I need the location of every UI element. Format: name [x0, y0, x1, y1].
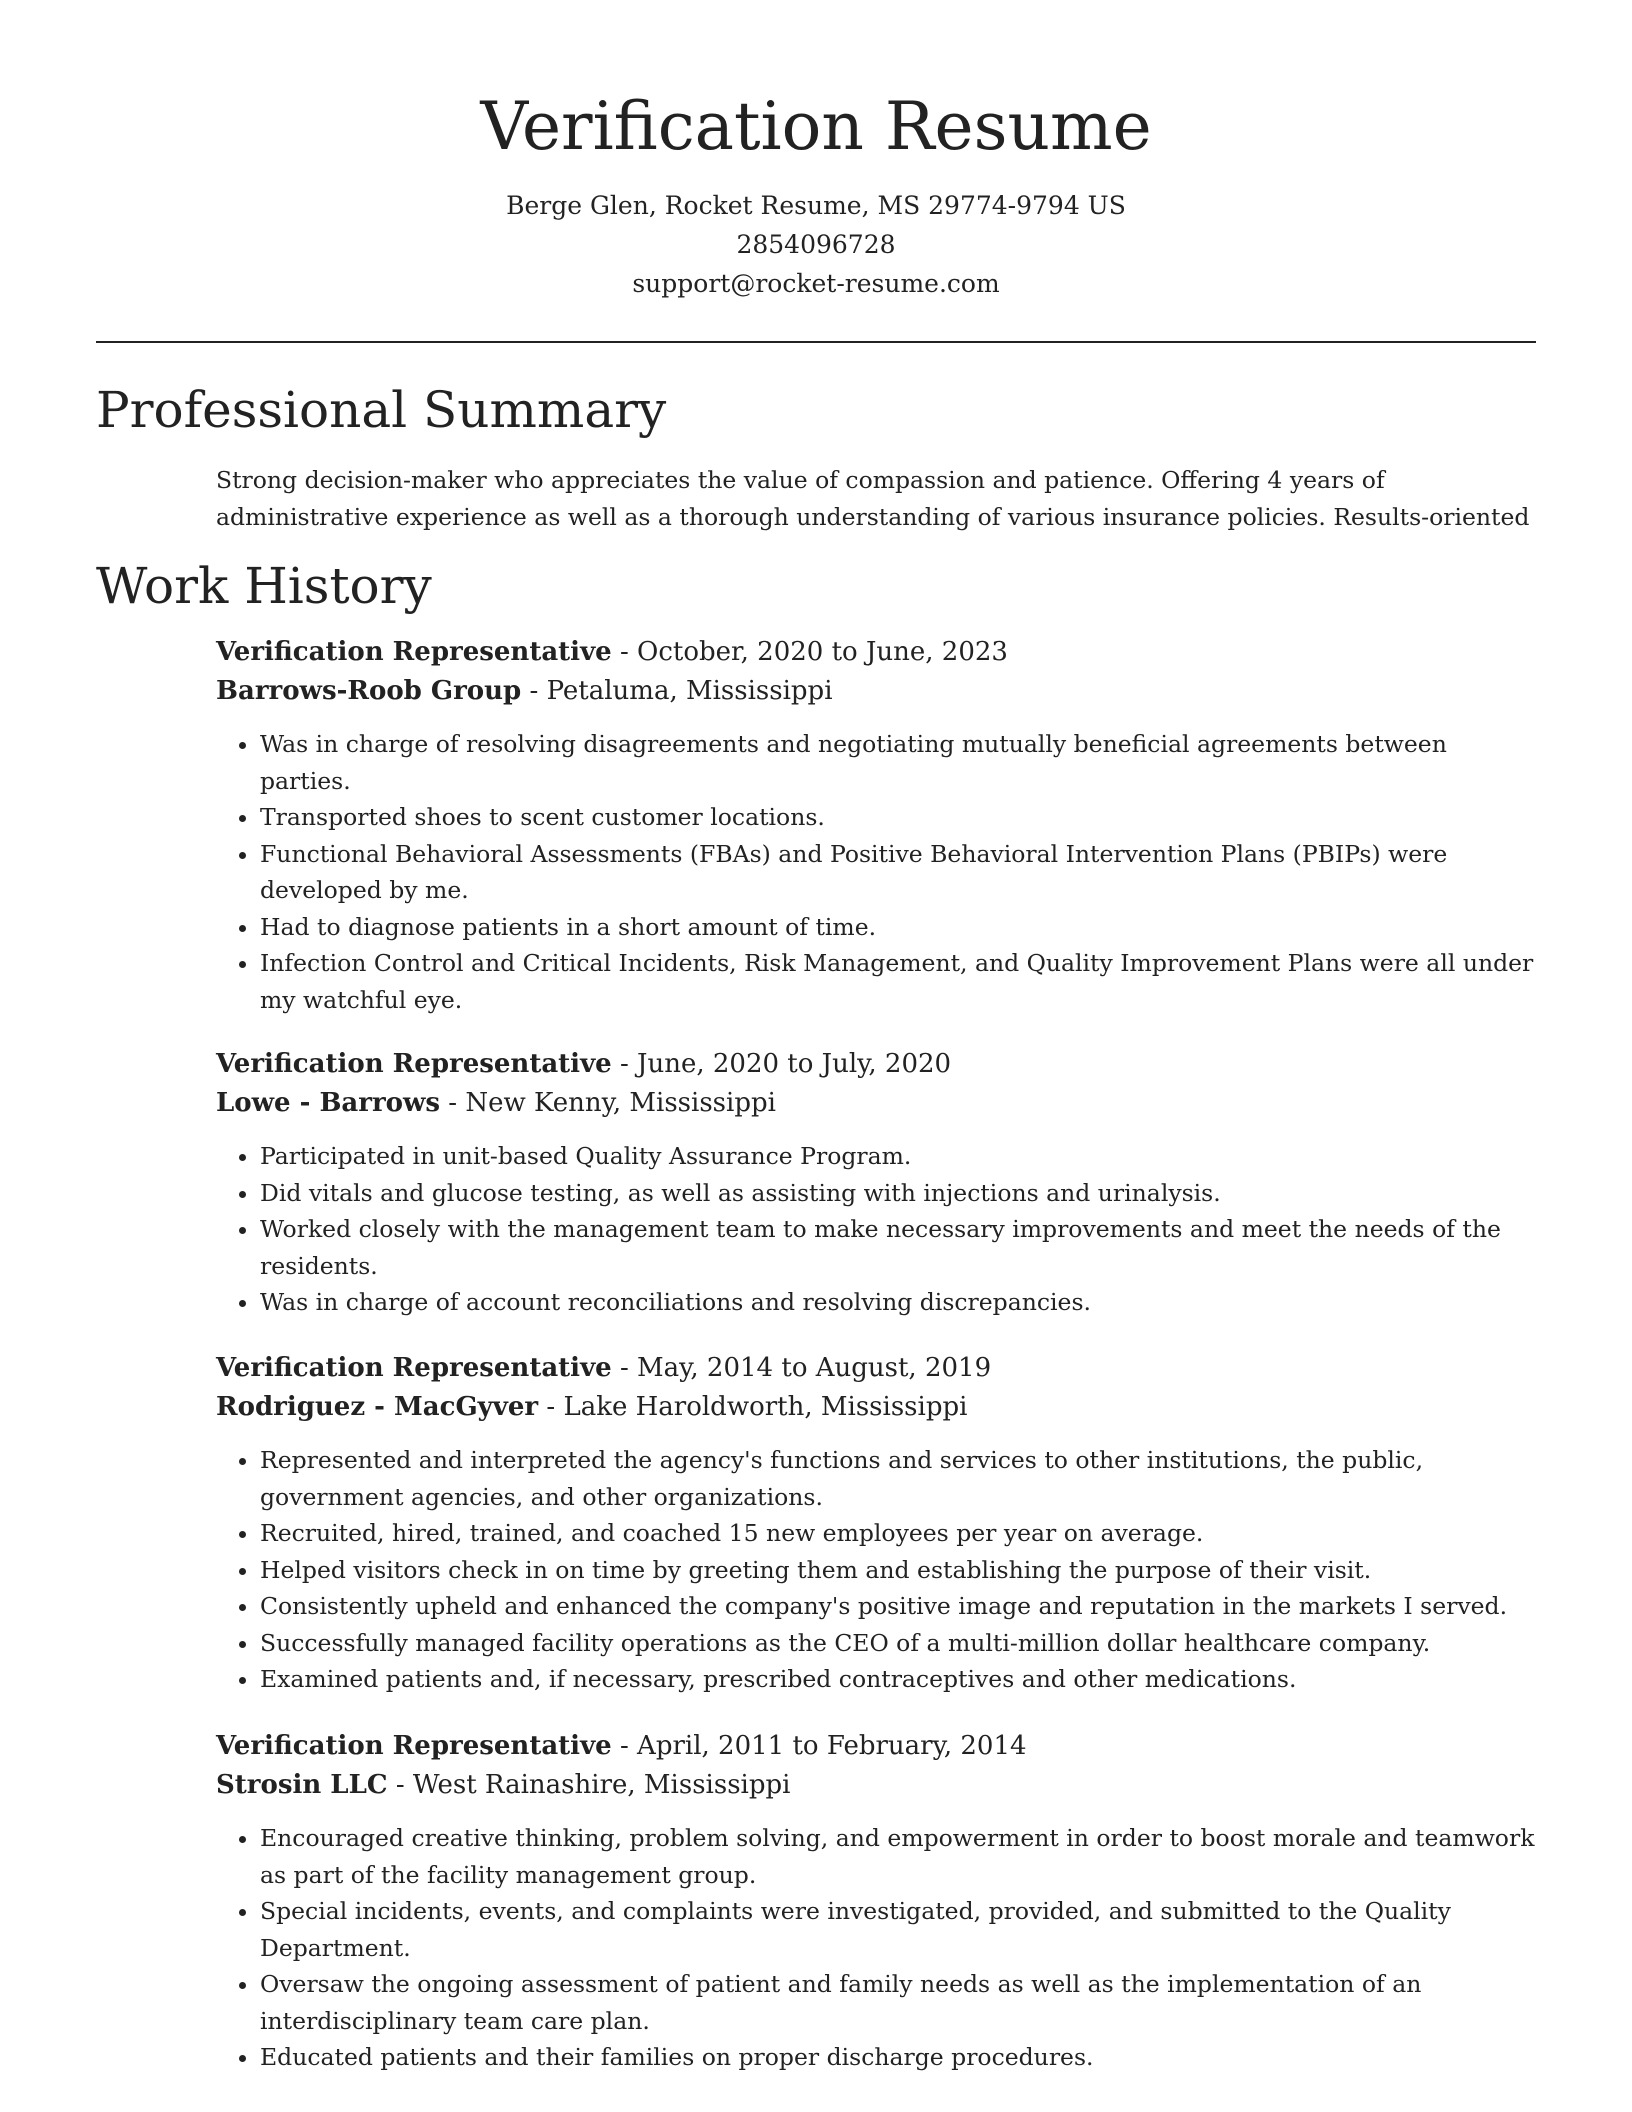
job-location: West Rainashire, Mississippi [412, 1769, 791, 1800]
job-bullets [216, 1820, 1536, 2076]
job-entry [216, 633, 1536, 1018]
job-bullet: • Represented and interpreted the agency's functions and services to other institutions, the public, government agencies, and other organizations. [260, 1442, 1536, 1515]
job-company: Barrows-Roob Group [216, 675, 522, 706]
job-bullet: • Special incidents, events, and complaints were investigated, provided, and submitted to the Quality Department. [260, 1893, 1536, 1966]
job-entry [216, 1727, 1536, 2076]
summary-heading: Professional Summary [96, 381, 667, 439]
job-title-line [216, 633, 1536, 672]
job-bullet: • Helped visitors check in on time by greeting them and establishing the purpose of their visit. [260, 1552, 1536, 1589]
job-company: Rodriguez - MacGyver [216, 1391, 539, 1422]
job-company: Lowe - Barrows [216, 1087, 441, 1118]
job-bullet: • Was in charge of resolving disagreements and negotiating mutually beneficial agreements between parties. [260, 726, 1536, 799]
job-bullet: • Consistently upheld and enhanced the company's positive image and reputation in the markets I served. [260, 1588, 1536, 1625]
job-bullet: • Oversaw the ongoing assessment of patient and family needs as well as the implementation of an interdisciplinary team care plan. [260, 1966, 1536, 2039]
resume-header [0, 82, 1632, 303]
contact-address: Berge Glen, Rocket Resume, MS 29774-9794 US [506, 191, 1126, 220]
job-dates: May, 2014 to August, 2019 [637, 1353, 992, 1383]
job-company-line [216, 672, 1536, 711]
job-role: Verification Representative [216, 1731, 612, 1761]
job-separator: - [611, 637, 638, 667]
job-role: Verification Representative [216, 1353, 612, 1383]
job-location: New Kenny, Mississippi [465, 1087, 776, 1118]
job-bullet: • Infection Control and Critical Incidents, Risk Management, and Quality Improvement Plans were all under my watchful eye. [260, 945, 1536, 1018]
job-role: Verification Representative [216, 637, 612, 667]
job-company: Strosin LLC [216, 1769, 388, 1800]
job-location: Petaluma, Mississippi [546, 675, 833, 706]
job-separator: - [387, 1769, 413, 1800]
job-separator: - [538, 1391, 564, 1422]
job-company-line [216, 1766, 1536, 1805]
job-bullet: • Examined patients and, if necessary, prescribed contraceptives and other medications. [260, 1661, 1536, 1698]
job-separator: - [611, 1731, 638, 1761]
work-history-heading: Work History [96, 557, 432, 615]
job-separator: - [521, 675, 547, 706]
header-divider [96, 341, 1536, 343]
job-bullet: • Educated patients and their families on proper discharge procedures. [260, 2039, 1536, 2076]
job-dates: June, 2020 to July, 2020 [637, 1049, 952, 1079]
job-separator: - [440, 1087, 466, 1118]
contact-email: support@rocket-resume.com [632, 269, 1000, 298]
job-bullets [216, 726, 1536, 1018]
job-bullet: • Transported shoes to scent customer locations. [260, 799, 1536, 836]
job-separator: - [611, 1049, 638, 1079]
summary-text: Strong decision-maker who appreciates the value of compassion and patience. Offering 4 years of administrative experience as well as a thorough understanding of various insurance policies. Results-oriented [216, 466, 1530, 531]
job-bullet: • Was in charge of account reconciliations and resolving discrepancies. [260, 1284, 1536, 1321]
job-title-line [216, 1045, 1536, 1084]
job-bullets [216, 1442, 1536, 1698]
job-title-line [216, 1727, 1536, 1766]
job-dates: April, 2011 to February, 2014 [637, 1731, 1027, 1761]
job-entry [216, 1045, 1536, 1321]
job-bullet: • Worked closely with the management team to make necessary improvements and meet the needs of the residents. [260, 1211, 1536, 1284]
job-separator: - [611, 1353, 638, 1383]
job-title-line [216, 1349, 1536, 1388]
job-company-line [216, 1388, 1536, 1427]
job-location: Lake Haroldworth, Mississippi [563, 1391, 968, 1422]
job-role: Verification Representative [216, 1049, 612, 1079]
job-bullet: • Had to diagnose patients in a short amount of time. [260, 909, 1536, 946]
contact-info [0, 186, 1632, 303]
job-dates: October, 2020 to June, 2023 [637, 637, 1008, 667]
contact-phone: 2854096728 [736, 230, 896, 259]
job-bullet: • Participated in unit-based Quality Assurance Program. [260, 1138, 1536, 1175]
job-bullet: • Recruited, hired, trained, and coached 15 new employees per year on average. [260, 1515, 1536, 1552]
job-bullet: • Functional Behavioral Assessments (FBAs) and Positive Behavioral Intervention Plans (PBIPs) were developed by me. [260, 836, 1536, 909]
job-entry [216, 1349, 1536, 1698]
job-bullet: • Successfully managed facility operations as the CEO of a multi-million dollar healthcare company. [260, 1625, 1536, 1662]
job-bullet: • Did vitals and glucose testing, as well as assisting with injections and urinalysis. [260, 1175, 1536, 1212]
job-company-line [216, 1084, 1536, 1123]
resume-title: Verification Resume [480, 88, 1152, 165]
job-bullets [216, 1138, 1536, 1321]
job-bullet: • Encouraged creative thinking, problem solving, and empowerment in order to boost morale and teamwork as part of the facility management group. [260, 1820, 1536, 1893]
